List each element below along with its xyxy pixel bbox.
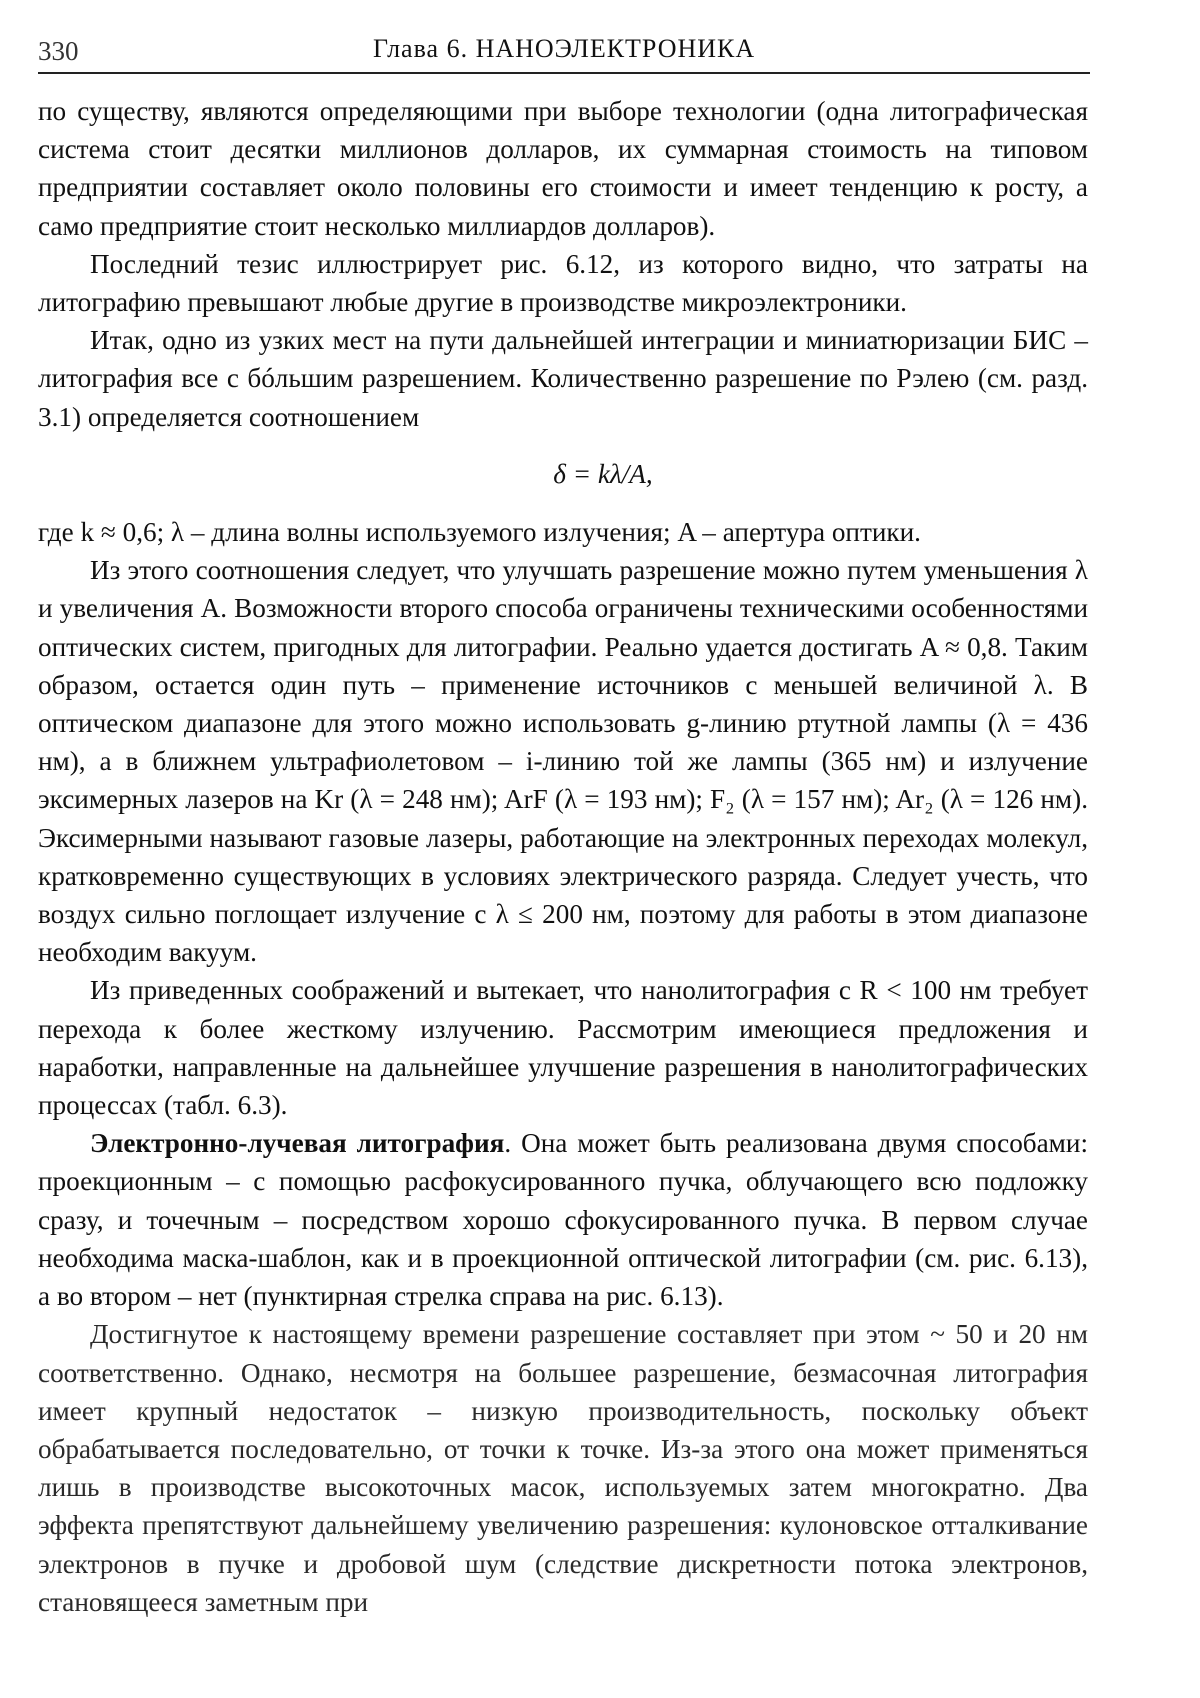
paragraph-continued: по существу, являются определяющими при выборе технологии (одна литографическая система стоит десятки миллионов долларов, их суммарная стоимость на типовом предприятии составляет около половины его стоимости и имеет тенденцию к росту, а само предприятие стоит несколько миллиардов долларов).: [38, 96, 1088, 241]
chapter-title: Глава 6. НАНОЭЛЕКТРОНИКА: [373, 34, 756, 63]
rayleigh-formula: δ = kλ/A,: [553, 458, 653, 489]
term-electron-beam-lithography: Электронно-лучевая литография: [90, 1128, 505, 1159]
page-body: [38, 92, 1088, 1621]
formula-legend: где k ≈ 0,6; λ – длина волны используемого излучения; A – апертура оптики.: [38, 517, 921, 548]
paragraph-nanolithography: Из приведенных соображений и вытекает, что нанолитография с R < 100 нм требует перехода к более жесткому излучению. Рассмотрим имеющиеся предложения и наработки, направленные на дальнейшее улучшение разрешения в нанолитографических процессах (табл. 6.3).: [38, 975, 1088, 1121]
paragraph-achieved-resolution: Достигнутое к настоящему времени разрешение составляет при этом ~ 50 и 20 нм соответственно. Однако, несмотря на большее разрешение, безмасочная литография имеет крупный недостаток – низкую производительность, поскольку объект обрабатывается последовательно, от точки к точке. Из-за этого она может применяться лишь в производстве высокоточных масок, используемых затем многократно. Два эффекта препятствуют дальнейшему увеличению разрешения: кулоновское отталкивание электронов в пучке и дробовой шум (следствие дискретности потока электронов, становящееся заметным при: [38, 1319, 1088, 1617]
page-number: 330: [38, 36, 79, 66]
paragraph-electron-beam: [38, 1124, 1088, 1315]
running-header: [38, 28, 1090, 74]
paragraph-cost-figure: Последний тезис иллюстрирует рис. 6.12, из которого видно, что затраты на литографию превышают любые другие в производстве микроэлектроники.: [38, 248, 1088, 318]
paragraph-resolution: Итак, одно из узких мест на пути дальнейшей интеграции и миниатюризации БИС – литография все с бóльшим разрешением. Количественно разрешение по Рэлею (см. разд. 3.1) определяется соотношением: [38, 325, 1088, 432]
paragraph-wavelength: Из этого соотношения следует, что улучшать разрешение можно путем уменьшения λ и увеличения A. Возможности второго способа ограничены техническими особенностями оптических систем, пригодных для литографии. Реально удается достигать A ≈ 0,8. Таким образом, остается один путь – применение источников с меньшей величиной λ. В оптическом диапазоне для этого можно использовать g-линию ртутной лампы (λ = 436 нм), а в ближнем ультрафиолетовом – i-линию той же лампы (365 нм) и излучение эксимерных лазеров на Kr (λ = 248 нм); ArF (λ = 193 нм); F₂ (λ = 157 нм); Ar₂ (λ = 126 нм). Эксимерными называют газовые лазеры, работающие на электронных переходах молекул, кратковременно существующих в условиях электрического разряда. Следует учесть, что воздух сильно поглощает излучение с λ ≤ 200 нм, поэтому для работы в этом диапазоне необходим вакуум.: [38, 555, 1088, 968]
paragraph-electron-beam-text: . Она может быть реализована двумя способами: проекционным – с помощью расфокусированного пучка, облучающего всю подложку сразу, и точечным – посредством хорошо сфокусированного пучка. В первом случае необходима маска-шаблон, как и в проекционной оптической литографии (см. рис. 6.13), а во втором – нет (пунктирная стрелка справа на рис. 6.13).: [38, 1128, 1088, 1312]
